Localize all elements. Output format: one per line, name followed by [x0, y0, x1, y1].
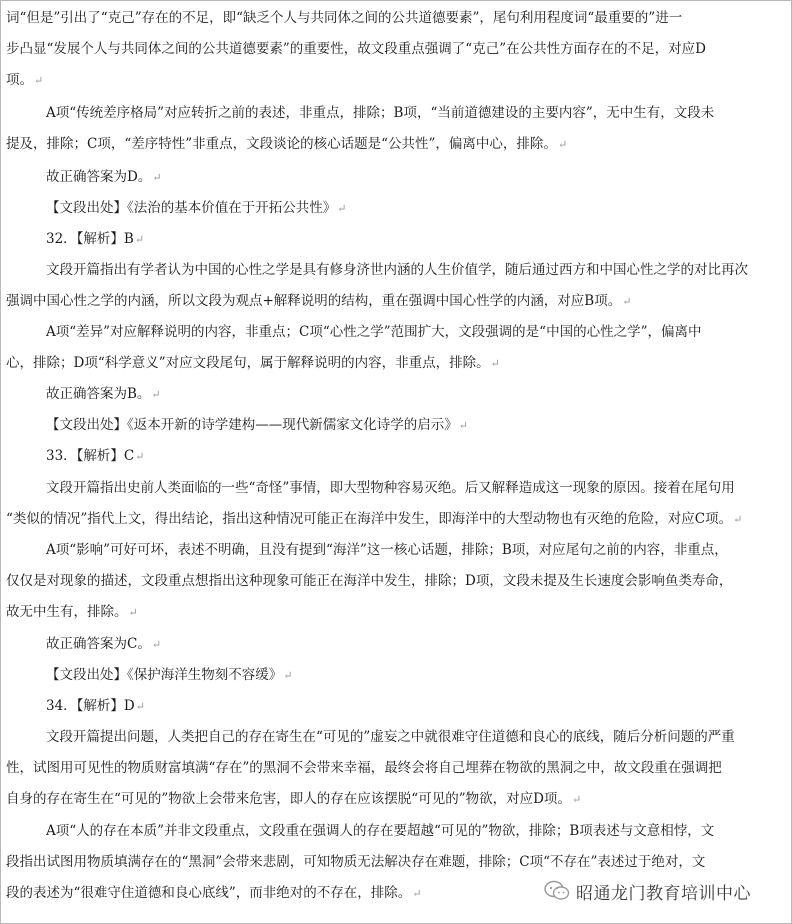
line-text: 33．【解析】C [46, 448, 135, 464]
text-line [0, 167, 792, 187]
line-text: 步凸显“发展个人与共同体之间的公共道德要素”的重要性，故文段重点强调了“克己”在公共性方面存在的不足，对应D [6, 41, 706, 57]
paragraph-mark: ↵ [412, 887, 422, 900]
watermark [540, 878, 757, 904]
line-text: 【文段出处】《法治的基本价值在于开拓公共性》 [46, 200, 337, 216]
paragraph-mark: ↵ [283, 669, 293, 682]
line-text: 文段开篇提出问题，人类把自己的存在寄生在“可见的”虚妄之中就很难守住道德和良心的底线，随后分析问题的严重 [46, 729, 735, 745]
paragraph-mark: ↵ [134, 233, 145, 246]
paragraph-mark: ↵ [128, 606, 138, 619]
paragraph-mark: ↵ [152, 171, 162, 184]
line-text: 故正确答案为B。 [46, 386, 151, 402]
text-line [0, 665, 792, 685]
text-line [0, 322, 792, 342]
line-text: 故正确答案为C。 [46, 636, 151, 652]
paragraph-mark: ↵ [151, 388, 161, 401]
text-line [0, 571, 792, 591]
text-line [0, 789, 792, 809]
paragraph-mark: ↵ [135, 450, 145, 463]
wechat-icon [544, 880, 570, 902]
paragraph-mark: ↵ [151, 638, 162, 651]
line-text: 文段开篇指出史前人类面临的一些“奇怪”事情，即大型物种容易灭绝。后又解释造成这一现象的原因。接着在尾句用 [46, 480, 735, 496]
line-text: 【文段出处】《保护海洋生物刻不容缓》 [46, 667, 283, 683]
paragraph-mark: ↵ [337, 202, 347, 215]
paragraph-mark: ↵ [557, 138, 568, 151]
text-line [0, 415, 792, 435]
paragraph-mark: ↵ [135, 700, 145, 713]
text-line [0, 758, 792, 778]
line-text: “类似的情况”指代上文，得出结论，指出这种情况可能正在海洋中发生，即海洋中的大型动物也有灭绝的危险，对应C项。 [6, 511, 733, 527]
line-text: 【文段出处】《返本开新的诗学建构——现代新儒家文化诗学的启示》 [46, 417, 458, 433]
line-text: 仅仅是对现象的描述，文段重点想指出这种现象可能正在海洋中发生，排除；D项，文段未提及生长速度会影响鱼类寿命， [6, 573, 733, 589]
paragraph-mark: ↵ [733, 513, 743, 526]
line-text: 性，试图用可见性的物质财富填满“存在”的黑洞不会带来幸福，最终会将自己埋葬在物欲的黑洞之中，故文段重在强调把 [6, 760, 722, 776]
text-line [0, 8, 792, 28]
text-line [0, 634, 792, 654]
text-line [0, 446, 792, 466]
line-text: 段指出试图用物质填满存在的“黑洞”会带来悲剧，可知物质无法解决存在难题，排除；C项“不存在”表述过于绝对，文 [6, 854, 706, 870]
text-line [0, 260, 792, 280]
paragraph-mark: ↵ [458, 419, 468, 432]
text-line [0, 540, 792, 560]
text-line [0, 821, 792, 841]
watermark-text: 昭通龙门教育培训中心 [576, 883, 751, 904]
text-line [0, 70, 792, 90]
line-text: 故正确答案为D。 [46, 169, 152, 185]
paragraph-mark: ↵ [571, 793, 582, 806]
line-text: 故无中生有，排除。 [6, 604, 128, 620]
paragraph-mark: ↵ [34, 74, 44, 87]
line-text: 项。 [6, 72, 33, 88]
text-line [0, 384, 792, 404]
line-text: A项“影响”可好可坏，表述不明确，且没有提到“海洋”这一核心话题，排除；B项，对应尾句之前的内容，非重点， [46, 542, 728, 558]
paragraph-mark: ↵ [622, 295, 632, 308]
text-line [0, 509, 792, 529]
text-line [0, 198, 792, 218]
line-text: 提及，排除；C项，“差序特性”非重点，文段谈论的核心话题是“公共性”，偏离中心，排除。 [6, 136, 557, 152]
text-line [0, 852, 792, 872]
line-text: 自身的存在寄生在“可见的”物欲上会带来危害，即人的存在应该摆脱“可见的”物欲，对应D项。 [6, 791, 571, 807]
line-text: A项“差异”对应解释说明的内容，非重点；C项“心性之学”范围扩大，文段强调的是“中国的心性之学”，偏离中 [46, 324, 702, 340]
line-text: 32．【解析】B [46, 231, 134, 247]
line-text: 文段开篇指出有学者认为中国的心性之学是具有修身济世内涵的人生价值学，随后通过西方和中国心性之学的对比再次 [46, 262, 748, 278]
text-line [0, 353, 792, 373]
line-text: 心，排除；D项“科学意义”对应文段尾句，属于解释说明的内容，非重点，排除。 [6, 355, 490, 371]
line-text: 词“但是”引出了“克己”存在的不足，即“缺乏个人与共同体之间的公共道德要素”，尾句利用程度词“最重要的”进一 [6, 10, 683, 26]
line-text: 34．【解析】D [46, 698, 135, 714]
text-line [0, 103, 792, 123]
text-line [0, 229, 792, 249]
text-line [0, 39, 792, 59]
line-text: A项“人的存在本质”并非文段重点，文段重在强调人的存在要超越“可见的”物欲，排除；B项表述与文意相悖，文 [46, 823, 715, 839]
text-line [0, 602, 792, 622]
line-text: 段的表述为“很难守住道德和良心底线”，而非绝对的不存在，排除。 [6, 885, 412, 901]
line-text: 强调中国心性之学的内涵，所以文段为观点+解释说明的结构，重在强调中国心性学的内涵，对应B项。 [6, 293, 622, 309]
text-line [0, 696, 792, 716]
text-line [0, 478, 792, 498]
line-text: A项“传统差序格局”对应转折之前的表述，非重点，排除；B项，“当前道德建设的主要内容”，无中生有，文段未 [46, 105, 715, 121]
text-line [0, 727, 792, 747]
text-line [0, 134, 792, 154]
text-line [0, 291, 792, 311]
paragraph-mark: ↵ [490, 357, 500, 370]
